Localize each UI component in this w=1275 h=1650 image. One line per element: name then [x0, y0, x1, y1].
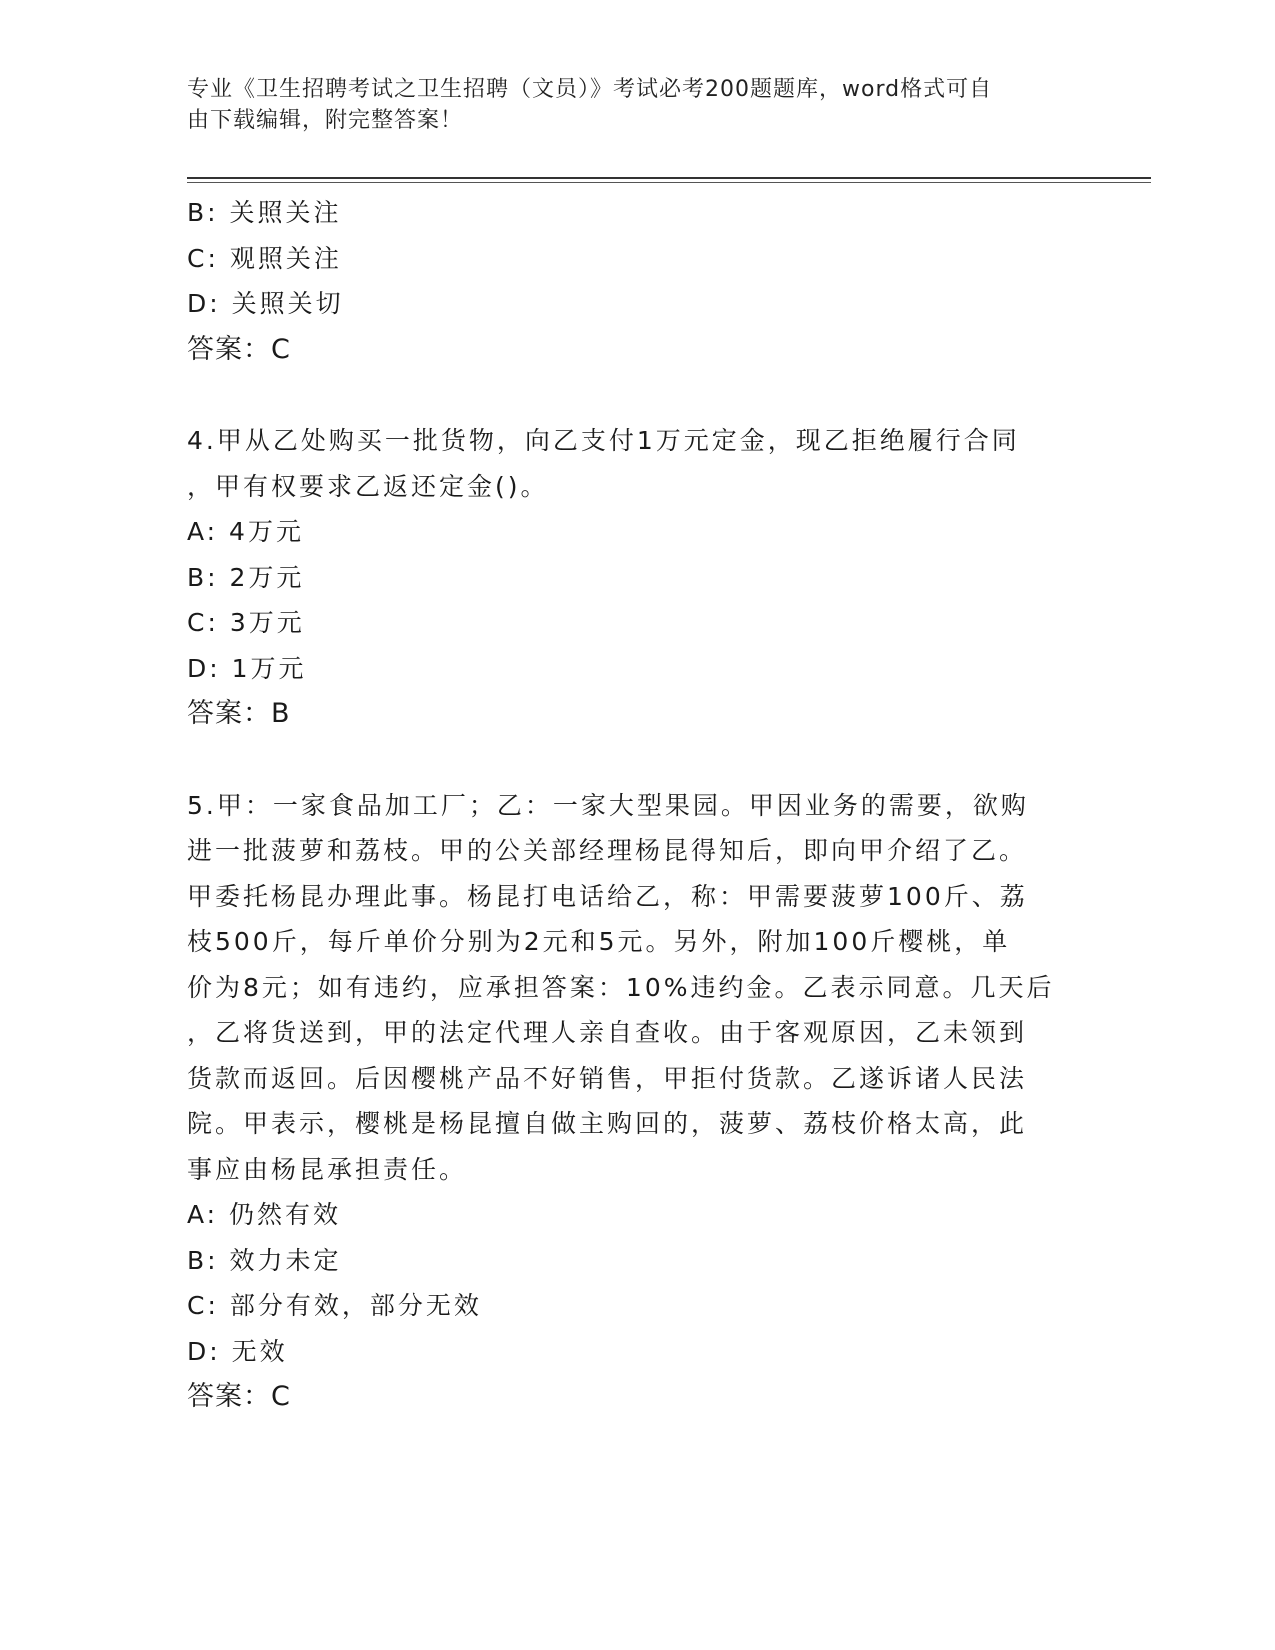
option-c: C: 部分有效，部分无效 [187, 1291, 482, 1320]
question-3-block [187, 190, 1087, 372]
answer-line: 答案：C [187, 333, 291, 365]
question-line: ，甲有权要求乙返还定金()。 [187, 471, 549, 501]
question-line: 货款而返回。后因樱桃产品不好销售，甲拒付货款。乙遂诉诸人民法 [187, 1063, 1028, 1093]
header-divider-thin [187, 182, 1151, 183]
option-b: B: 2万元 [187, 562, 305, 592]
option-d: D: 无效 [187, 1336, 288, 1366]
question-text [187, 418, 1087, 509]
question-line: 甲委托杨昆办理此事。杨昆打电话给乙，称：甲需要菠萝100斤、荔 [187, 881, 1028, 911]
option-a: A: 仍然有效 [187, 1200, 342, 1229]
question-line: 进一批菠萝和荔枝。甲的公关部经理杨昆得知后，即向甲介绍了乙。 [187, 836, 1028, 865]
option-c: C: 3万元 [187, 608, 305, 637]
header-line: 专业《卫生招聘考试之卫生招聘（文员）》考试必考200题题库，word格式可自 [187, 77, 993, 102]
spacer [187, 372, 1087, 418]
option-b: B: 效力未定 [187, 1245, 342, 1275]
option-d: D: 关照关切 [187, 289, 344, 318]
answer-line: 答案：C [187, 1381, 291, 1412]
option-d: D: 1万元 [187, 653, 307, 683]
spacer [187, 737, 1087, 783]
option-c: C: 观照关注 [187, 243, 342, 273]
header-divider-thick [187, 177, 1151, 179]
option-a: A: 4万元 [187, 517, 304, 546]
question-4-block [187, 418, 1087, 737]
question-5-block [187, 783, 1087, 1420]
question-line: 事应由杨昆承担责任。 [187, 1154, 468, 1184]
question-line: 5.甲：一家食品加工厂；乙：一家大型果园。甲因业务的需要，欲购 [187, 790, 1029, 820]
question-line: 枝500斤，每斤单价分别为2元和5元。另外，附加100斤樱桃，单 [187, 927, 1011, 956]
answer-line: 答案：B [187, 698, 291, 729]
header-line: 由下载编辑，附完整答案！ [187, 108, 464, 133]
page-header [187, 74, 1067, 136]
question-line: 院。甲表示，樱桃是杨昆擅自做主购回的，菠萝、荔枝价格太高，此 [187, 1109, 1028, 1138]
document-body [187, 190, 1087, 1420]
question-line: ，乙将货送到，甲的法定代理人亲自查收。由于客观原因，乙未领到 [187, 1018, 1028, 1047]
question-text [187, 783, 1087, 1193]
question-line: 4.甲从乙处购买一批货物，向乙支付1万元定金，现乙拒绝履行合同 [187, 426, 1020, 455]
question-line: 价为8元；如有违约，应承担答案：10%违约金。乙表示同意。几天后 [187, 972, 1055, 1002]
option-b: B: 关照关注 [187, 198, 342, 227]
